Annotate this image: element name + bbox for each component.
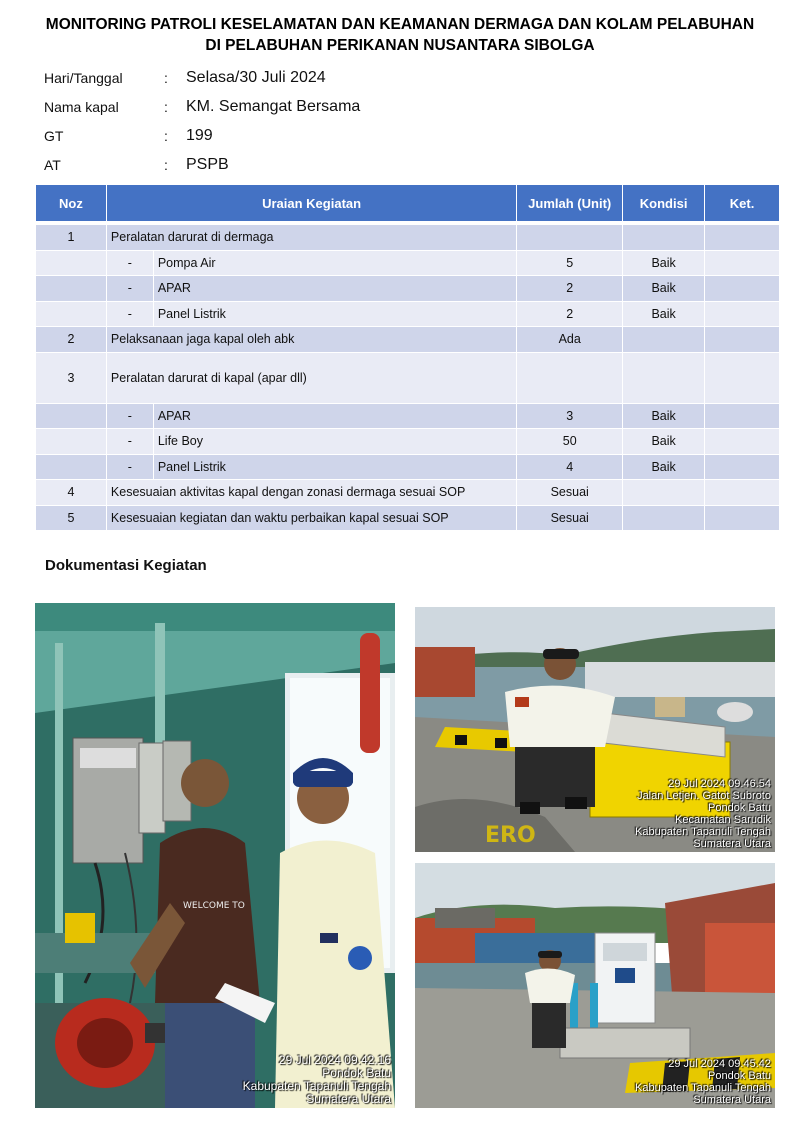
cell-ket [705,480,780,506]
cell-no [36,276,107,302]
title-line-2: DI PELABUHAN PERIKANAN NUSANTARA SIBOLGA [205,37,595,54]
table-row [36,403,780,429]
cell-kondisi: Baik [623,301,705,327]
cell-no: 2 [36,327,107,353]
header-uraian: Uraian Kegiatan [106,185,516,222]
cell-kondisi [623,327,705,353]
stamp-line: Pondok Batu [708,1070,771,1082]
cell-jumlah [517,225,623,251]
table-row [36,505,780,531]
cell-no [36,403,107,429]
cell-item: APAR [153,403,516,429]
table-row [36,480,780,506]
cell-kondisi: Baik [623,454,705,480]
cell-no [36,429,107,455]
info-value: KM. Semangat Bersama [186,98,361,115]
info-colon: : [164,70,168,86]
cell-item: Peralatan darurat di kapal (apar dll) [106,352,516,403]
table-header-row [36,185,780,222]
cell-bullet: - [106,250,153,276]
stamp-line: Kabupaten Tapanuli Tengah [635,826,771,838]
info-row-gt [44,124,213,148]
cell-jumlah: 4 [517,454,623,480]
cell-kondisi: Baik [623,429,705,455]
stamp-line: Kabupaten Tapanuli Tengah [242,1079,391,1093]
cell-item: Panel Listrik [153,454,516,480]
stamp-line: 29 Jul 2024 09.42.16 [278,1053,391,1067]
header-jumlah: Jumlah (Unit) [517,185,623,222]
table-row [36,301,780,327]
cell-item: Life Boy [153,429,516,455]
cell-jumlah: Sesuai [517,480,623,506]
table-row [36,454,780,480]
cell-kondisi: Baik [623,403,705,429]
cell-bullet: - [106,403,153,429]
info-row-at [44,153,229,177]
documentation-title: Dokumentasi Kegiatan [45,557,207,574]
table-row [36,276,780,302]
cell-item: Kesesuaian aktivitas kapal dengan zonasi dermaga sesuai SOP [106,480,516,506]
cell-no [36,301,107,327]
cell-ket [705,250,780,276]
cell-kondisi [623,480,705,506]
stamp-line: Kecamatan Sarudik [675,814,771,826]
cell-jumlah: 5 [517,250,623,276]
table-row [36,352,780,403]
cell-no: 5 [36,505,107,531]
photo-engine-room-image [35,603,395,1108]
info-row-date [44,66,326,90]
info-label: AT [44,157,61,173]
cell-bullet: - [106,276,153,302]
photo-timestamp [635,1058,771,1106]
cell-no [36,250,107,276]
cell-jumlah: 2 [517,301,623,327]
cell-jumlah: 3 [517,403,623,429]
table-row [36,429,780,455]
photo-engine-room [35,603,395,1108]
cell-no: 1 [36,225,107,251]
svg-text:WELCOME TO: WELCOME TO [183,901,245,911]
info-colon: : [164,99,168,115]
cell-kondisi [623,505,705,531]
info-value: Selasa/30 Juli 2024 [186,69,326,86]
stamp-line: 29 Jul 2024 09.45.42 [668,1058,771,1070]
header-ket: Ket. [705,185,780,222]
cell-bullet: - [106,301,153,327]
cell-kondisi [623,352,705,403]
info-colon: : [164,157,168,173]
photo-timestamp [635,778,771,850]
stamp-line: Pondok Batu [708,802,771,814]
cell-item: APAR [153,276,516,302]
title-line-1: MONITORING PATROLI KESELAMATAN DAN KEAMANAN DERMAGA DAN KOLAM PELABUHAN [45,16,755,33]
cell-jumlah: 50 [517,429,623,455]
cell-item: Panel Listrik [153,301,516,327]
cell-no [36,454,107,480]
cell-ket [705,403,780,429]
stamp-line: Jalan Letjen. Gatot Subroto [637,790,771,802]
stamp-line: Sumatera Utara [306,1092,391,1106]
table-row [36,327,780,353]
photo-timestamp [243,1054,391,1106]
cell-jumlah: Ada [517,327,623,353]
cell-no: 4 [36,480,107,506]
cell-item: Peralatan darurat di dermaga [106,225,516,251]
cell-bullet: - [106,429,153,455]
cell-ket [705,352,780,403]
stamp-line: Pondok Batu [322,1066,391,1080]
header-kondisi: Kondisi [623,185,705,222]
cell-bullet: - [106,454,153,480]
activity-table [35,184,780,531]
cell-no: 3 [36,352,107,403]
photo-dock-pump [415,607,775,852]
cell-jumlah: 2 [517,276,623,302]
stamp-line: Sumatera Utara [693,1094,771,1106]
cell-jumlah: Sesuai [517,505,623,531]
stamp-line: Kabupaten Tapanuli Tengah [635,1082,771,1094]
cell-kondisi: Baik [623,250,705,276]
cell-kondisi [623,225,705,251]
cell-ket [705,429,780,455]
stamp-line: Sumatera Utara [693,838,771,850]
cell-ket [705,505,780,531]
info-label: Hari/Tanggal [44,70,123,86]
info-label: GT [44,128,64,144]
header-no: Noz [36,185,107,222]
info-value: 199 [186,127,213,144]
cell-kondisi: Baik [623,276,705,302]
table-row [36,250,780,276]
info-label: Nama kapal [44,99,119,115]
info-row-ship [44,95,360,119]
cell-ket [705,301,780,327]
cell-ket [705,276,780,302]
cell-jumlah [517,352,623,403]
info-value: PSPB [186,156,229,173]
info-colon: : [164,128,168,144]
cell-item: Pompa Air [153,250,516,276]
cell-item: Kesesuaian kegiatan dan waktu perbaikan kapal sesuai SOP [106,505,516,531]
photo-dock-dispenser [415,863,775,1108]
cell-ket [705,454,780,480]
cell-item: Pelaksanaan jaga kapal oleh abk [106,327,516,353]
stamp-line: 29 Jul 2024 09.46.54 [668,778,771,790]
document-title [20,14,780,56]
cell-ket [705,327,780,353]
table-row [36,225,780,251]
cell-ket [705,225,780,251]
svg-text:ERO: ERO [485,823,536,848]
